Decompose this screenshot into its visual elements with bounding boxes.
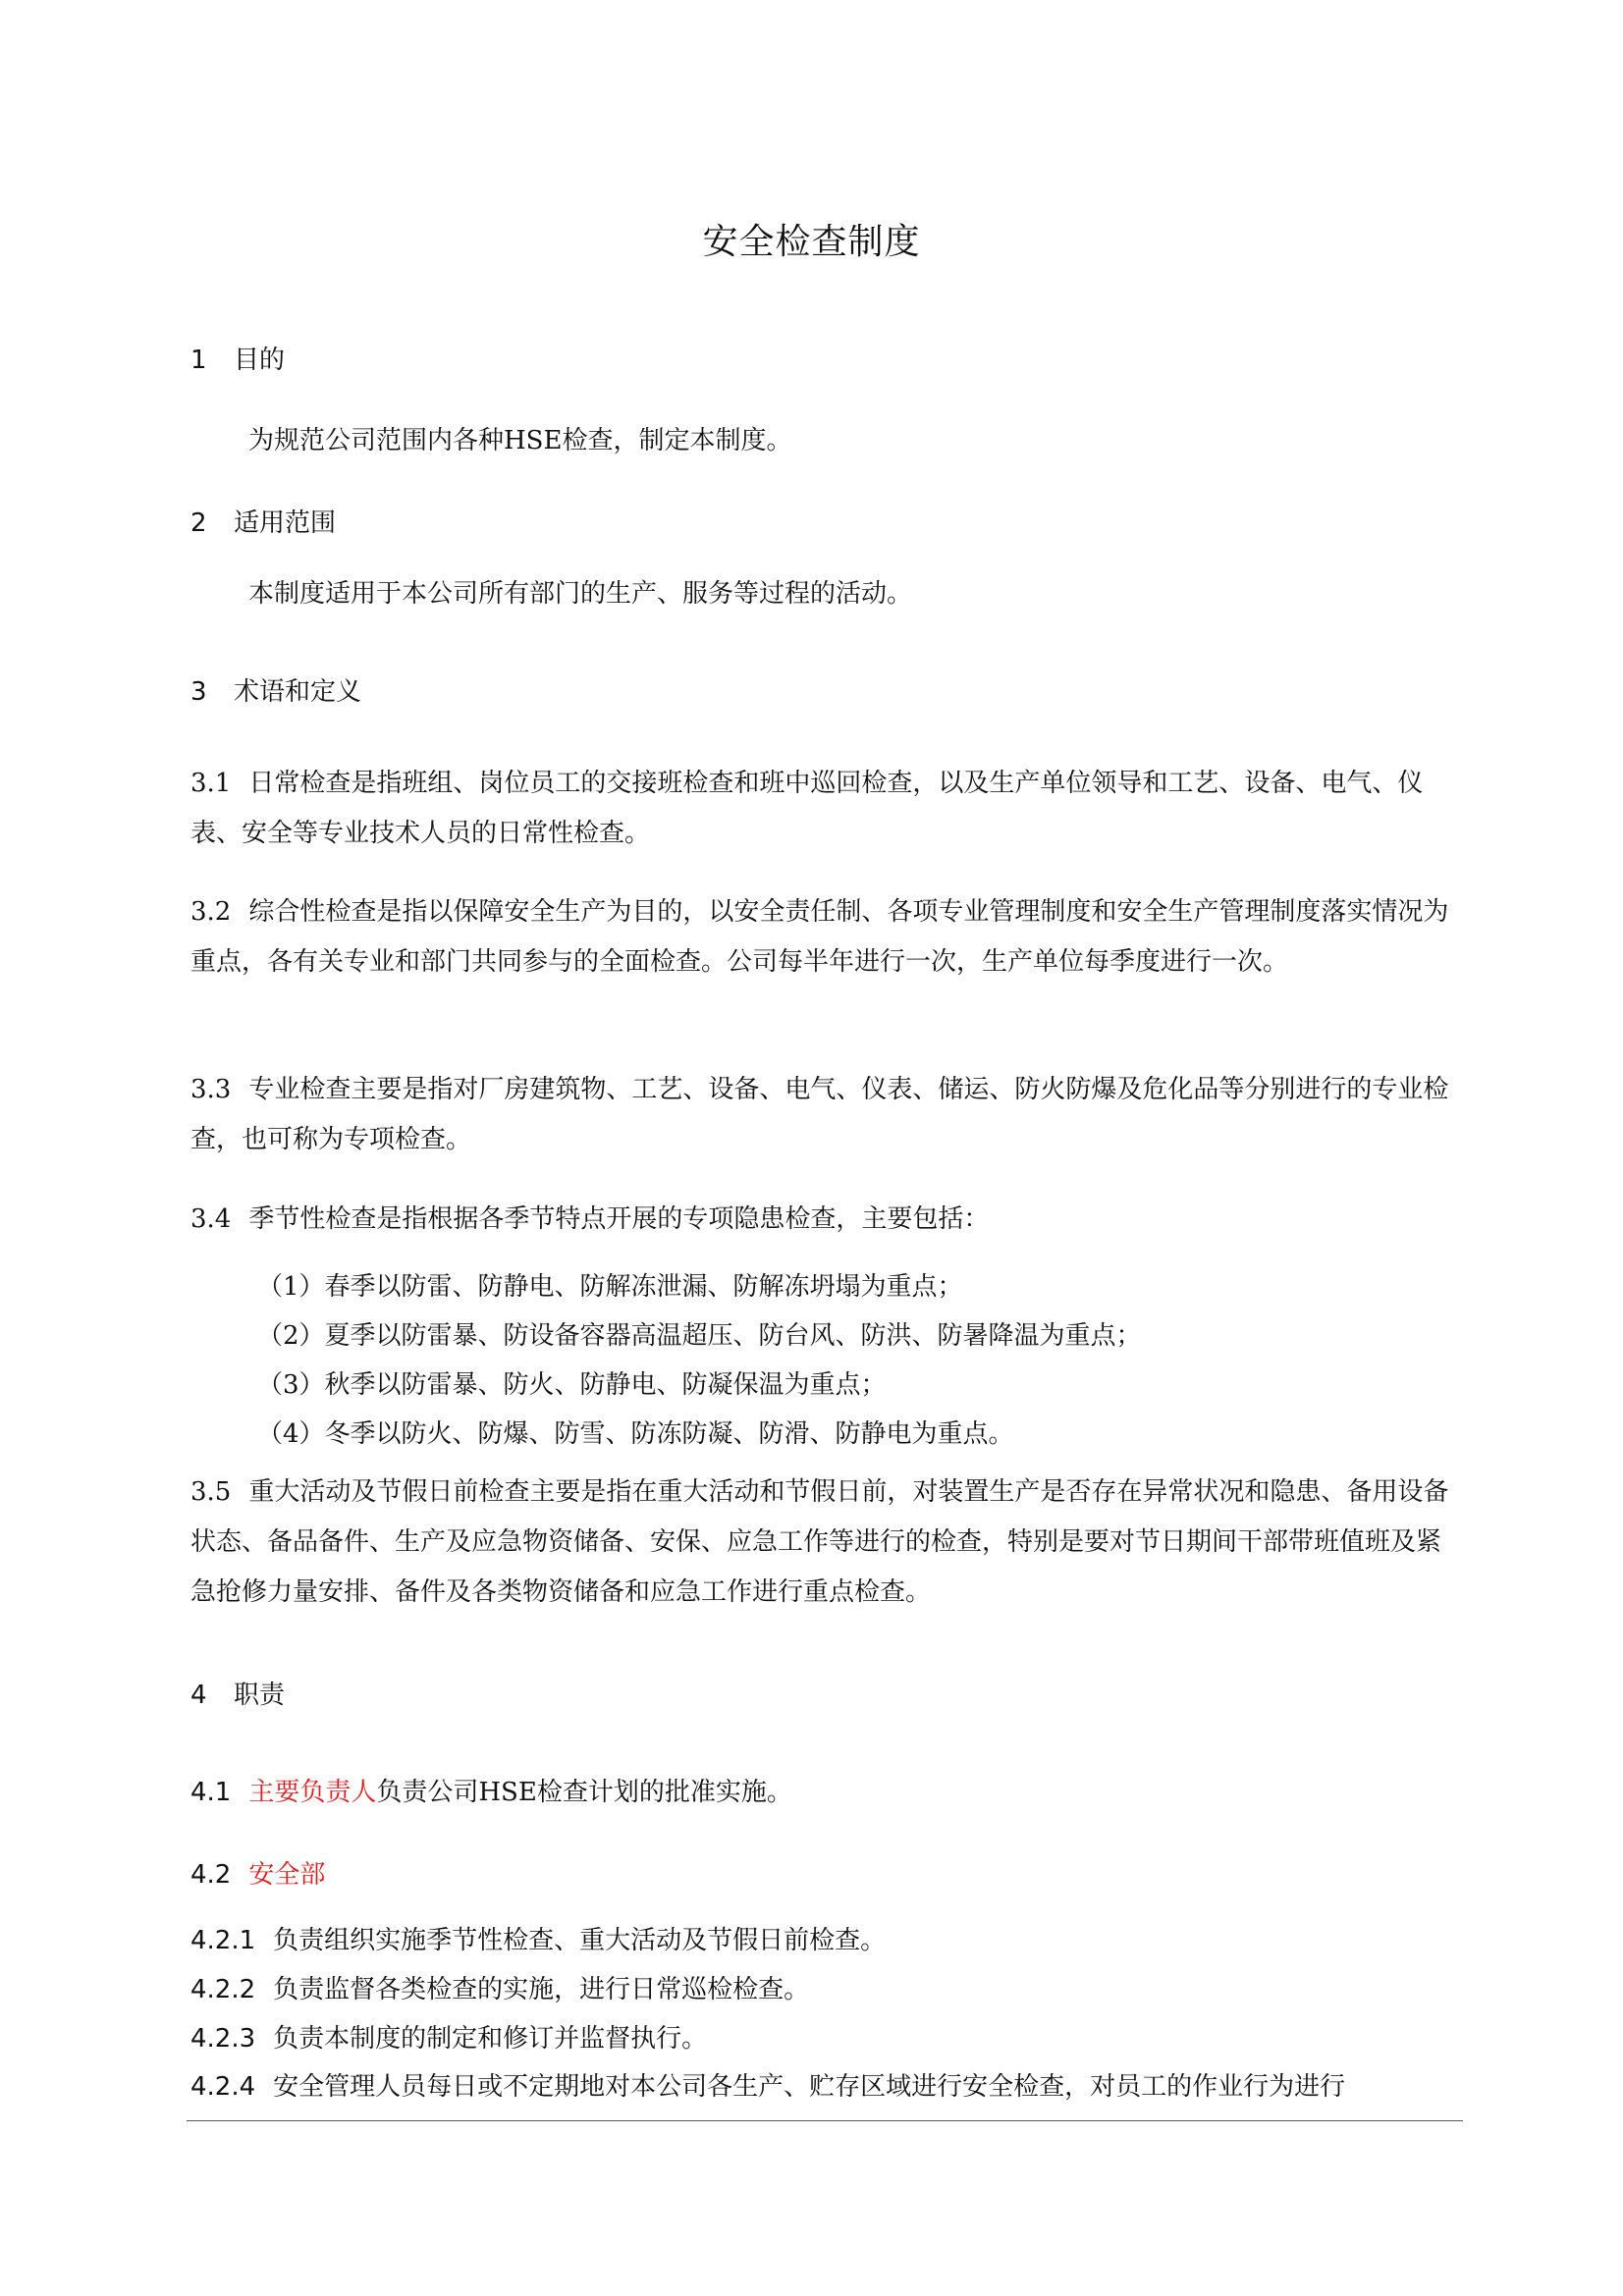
paragraph-3-2	[190, 887, 1457, 988]
section-3-heading	[190, 671, 361, 708]
clause-4-2-4	[190, 2066, 1345, 2103]
clause-number: 3.1	[190, 769, 232, 798]
clause-text: 负责公司HSE检查计划的批准实施。	[376, 1778, 792, 1807]
responsible-role: 安全部	[248, 1860, 326, 1890]
clause-number: 4.1	[190, 1778, 232, 1807]
clause-text: 日常检查是指班组、岗位员工的交接班检查和班中巡回检查，以及生产单位领导和工艺、设备、电气、仪表、安全等专业技术人员的日常性检查。	[190, 769, 1424, 848]
section-number: 4	[190, 1681, 207, 1710]
clause-number: 4.2.3	[190, 2024, 256, 2054]
clause-number: 3.3	[190, 1075, 232, 1104]
section-1-heading	[190, 340, 285, 376]
paragraph-3-1	[190, 759, 1457, 859]
clause-text: 负责监督各类检查的实施，进行日常巡检检查。	[273, 1975, 810, 2004]
clause-number: 4.2.4	[190, 2072, 256, 2102]
clause-number: 3.5	[190, 1477, 232, 1507]
clause-text: 安全管理人员每日或不定期地对本公司各生产、贮存区域进行安全检查，对员工的作业行为进行	[273, 2072, 1346, 2102]
section-2-heading	[190, 503, 336, 539]
clause-number: 3.2	[190, 897, 232, 927]
section-title: 术语和定义	[234, 677, 362, 707]
page-title: 安全检查制度	[702, 222, 921, 262]
list-item: （4）冬季以防火、防爆、防雪、防冻防凝、防滑、防静电为重点。	[257, 1419, 1014, 1449]
section-number: 3	[190, 677, 207, 707]
clause-text: 季节性检查是指根据各季节特点开展的专项隐患检查，主要包括：	[248, 1204, 990, 1234]
paragraph-3-3	[190, 1065, 1457, 1165]
paragraph-4-1	[190, 1772, 792, 1808]
paragraph-4-2	[190, 1854, 325, 1891]
clause-number: 4.2	[190, 1860, 232, 1890]
clause-text: 负责组织实施季节性检查、重大活动及节假日前检查。	[273, 1926, 887, 1955]
clause-text: 重大活动及节假日前检查主要是指在重大活动和节假日前，对装置生产是否存在异常状况和隐患、备用设备状态、备品备件、生产及应急物资储备、安保、应急工作等进行的检查，特别是要对节日期间干部带班值班及紧急抢修力量安排、备件及各类物资储备和应急工作进行重点检查。	[190, 1477, 1449, 1607]
section-title: 适用范围	[234, 508, 337, 538]
clause-number: 4.2.2	[190, 1975, 256, 2004]
responsible-role: 主要负责人	[248, 1778, 377, 1807]
section-4-heading	[190, 1675, 285, 1711]
list-item: （3）秋季以防雷暴、防火、防静电、防凝保温为重点；	[257, 1370, 887, 1400]
clause-4-2-1	[190, 1920, 886, 1956]
paragraph-3-5	[190, 1468, 1457, 1618]
list-item: （2）夏季以防雷暴、防设备容器高温超压、防台风、防洪、防暑降温为重点；	[257, 1321, 1142, 1351]
clause-4-2-2	[190, 1969, 809, 2005]
clause-number: 4.2.1	[190, 1926, 256, 1955]
section-title: 职责	[234, 1681, 286, 1710]
list-item: （1）春季以防雷、防静电、防解冻泄漏、防解冻坍塌为重点；	[257, 1272, 963, 1302]
clause-text: 专业检查主要是指对厂房建筑物、工艺、设备、电气、仪表、储运、防火防爆及危化品等分别进行的专业检查，也可称为专项检查。	[190, 1075, 1449, 1154]
footer-divider	[187, 2120, 1463, 2121]
clause-4-2-3	[190, 2018, 707, 2055]
section-title: 目的	[234, 346, 286, 375]
paragraph-3-4	[190, 1195, 1457, 1245]
clause-number: 3.4	[190, 1204, 232, 1234]
section-1-text: 为规范公司范围内各种HSE检查，制定本制度。	[248, 426, 792, 455]
clause-text: 负责本制度的制定和修订并监督执行。	[273, 2024, 708, 2054]
section-2-text: 本制度适用于本公司所有部门的生产、服务等过程的活动。	[248, 579, 913, 609]
clause-text: 综合性检查是指以保障安全生产为目的，以安全责任制、各项专业管理制度和安全生产管理制度落实情况为重点，各有关专业和部门共同参与的全面检查。公司每半年进行一次，生产单位每季度进行一次。	[190, 897, 1449, 977]
section-number: 2	[190, 508, 207, 538]
section-number: 1	[190, 346, 207, 375]
